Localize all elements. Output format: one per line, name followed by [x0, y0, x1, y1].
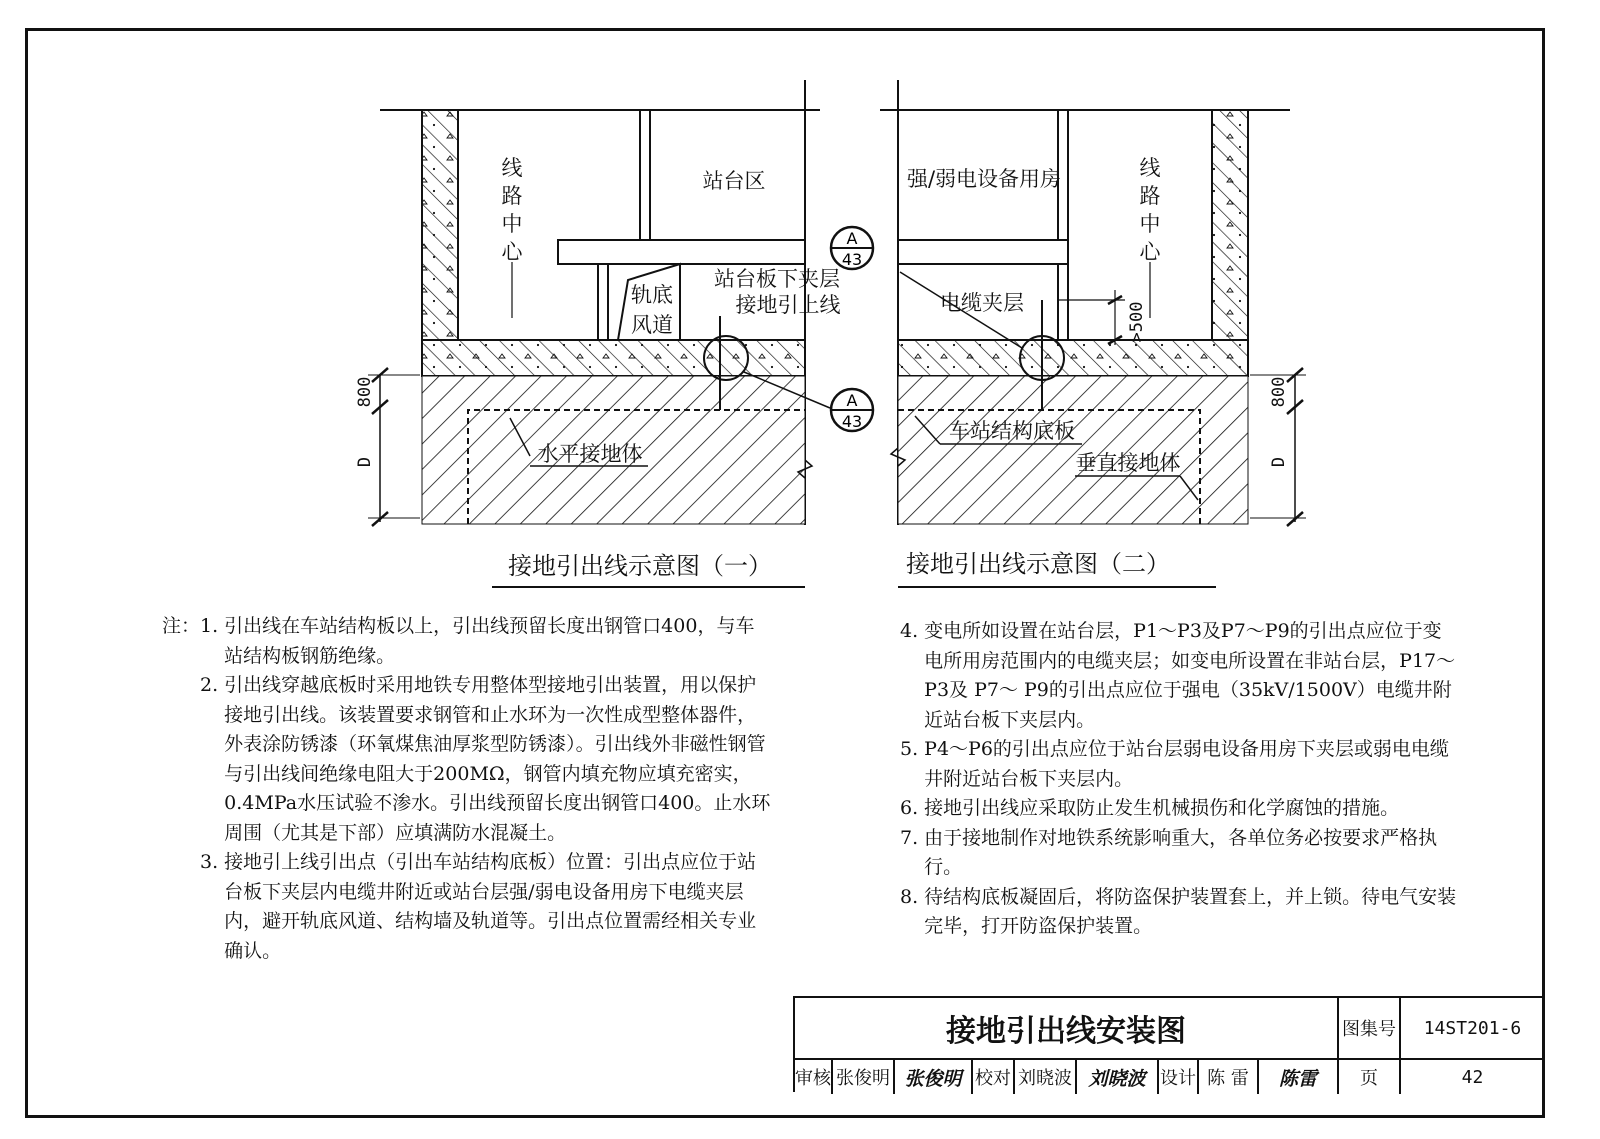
callout-2-bottom: 43: [841, 412, 863, 431]
note-3-number: 3.: [200, 851, 225, 873]
note-5: [900, 735, 1460, 794]
note-5-text: P4～P6的引出点应位于站台层弱电设备用房下夹层或弱电电缆井附近站台板下夹层内。: [924, 738, 1449, 790]
checker-signature: 刘晓波: [1077, 1060, 1159, 1094]
note-4: [900, 617, 1460, 735]
note-6: [900, 794, 1460, 824]
mezz-lead-label-1: 站台板下夹层: [714, 267, 840, 291]
equipment-room-label: 强/弱电设备用房: [906, 167, 1062, 191]
line-center-2-char-1: 线: [1139, 156, 1161, 180]
note-2-text: 引出线穿越底板时采用地铁专用整体型接地引出装置，用以保护接地引出线。该装置要求钢管和止水环为一次性成型整体器件，外表涂防锈漆（环氧煤焦油厚浆型防锈漆）。引出线外非磁性钢管与引出线间绝缘电阻大于200MΩ，钢管内填充物应填充密实，0.4MPa水压试验不渗水。引出线预留长度出钢管口400。止水环周围（尤其是下部）应填满防水混凝土。: [224, 674, 771, 844]
check-label: 校对: [973, 1060, 1015, 1094]
reviewer-signature: 张俊明: [895, 1060, 973, 1094]
rail-duct-label-2: 风道: [631, 313, 673, 337]
page-label: 页: [1339, 1060, 1401, 1094]
note-7: [900, 824, 1460, 883]
platform-area-label: 站台区: [702, 169, 766, 193]
designer-signature: 陈雷: [1259, 1060, 1339, 1094]
note-4-number: 4.: [900, 620, 925, 642]
note-1-number: 1.: [200, 615, 225, 637]
line-center-2-char-2: 路: [1139, 184, 1161, 208]
note-3-text: 接地引上线引出点（引出车站结构底板）位置：引出点应位于站台板下夹层内电缆井附近或站台层强/弱电设备用房下电缆夹层内，避开轨底风道、结构墙及轨道等。引出点位置需经相关专业确认。: [224, 851, 757, 962]
drawing-title: 接地引出线安装图: [795, 998, 1339, 1060]
cable-mezz-label: 电缆夹层: [940, 291, 1024, 315]
notes-prefix: 注：: [162, 615, 201, 637]
detail-callout-1: [831, 227, 873, 269]
figure-1-title-rule: [492, 586, 805, 588]
figure-2-title-rule: [898, 586, 1216, 588]
dim-800-right: 800: [1269, 376, 1289, 408]
rail-duct-label-1: 轨底: [631, 283, 673, 307]
design-label: 设计: [1159, 1060, 1199, 1094]
detail-callout-2: [831, 389, 873, 431]
dim-D-left: D: [355, 456, 375, 468]
atlas-number: 14ST201-6: [1401, 998, 1544, 1060]
checker-name: 刘晓波: [1015, 1060, 1077, 1094]
note-1-text: 引出线在车站结构板以上，引出线预留长度出钢管口400，与车站结构板钢筋绝缘。: [224, 615, 755, 667]
notes-left-column: [162, 612, 772, 966]
dim-800-left: 800: [355, 376, 375, 408]
dim-500-label: >500: [1127, 301, 1147, 343]
note-7-number: 7.: [900, 826, 925, 849]
notes-right-column: [900, 617, 1460, 942]
note-8-text: 待结构底板凝固后，将防盗保护装置套上，并上锁。待电气安装完毕，打开防盗保护装置。: [924, 885, 1457, 937]
note-3: [162, 848, 772, 966]
vertical-electrode-label: 垂直接地体: [1075, 451, 1181, 475]
line-center-char-4: 心: [501, 240, 523, 264]
review-label: 审核: [795, 1060, 833, 1094]
title-block: [793, 996, 1542, 1092]
line-center-char-2: 路: [501, 184, 523, 208]
note-7-text: 由于接地制作对地铁系统影响重大，各单位务必按要求严格执行。: [924, 826, 1438, 878]
line-center-2-char-3: 中: [1139, 212, 1161, 236]
line-center-2-char-4: 心: [1139, 240, 1161, 264]
callout-1-bottom: 43: [841, 250, 863, 269]
figure-1-title: 接地引出线示意图（一）: [508, 552, 772, 580]
horizontal-electrode-label: 水平接地体: [537, 442, 643, 466]
note-6-number: 6.: [900, 797, 925, 819]
dim-D-right: D: [1269, 456, 1289, 468]
note-1: [162, 612, 772, 671]
structure-floor-label: 车站结构底板: [949, 419, 1075, 443]
line-center-char-1: 线: [501, 156, 523, 180]
note-2: [162, 671, 772, 848]
note-8-number: 8.: [900, 885, 925, 908]
mezz-lead-label-2: 接地引上线: [735, 293, 841, 317]
callout-2-top: A: [846, 391, 858, 410]
figure-2-title: 接地引出线示意图（二）: [906, 550, 1170, 578]
callout-1-top: A: [846, 229, 858, 248]
note-8: [900, 883, 1460, 942]
designer-name: 陈 雷: [1199, 1060, 1259, 1094]
note-6-text: 接地引出线应采取防止发生机械损伤和化学腐蚀的措施。: [924, 797, 1400, 819]
reviewer-name: 张俊明: [833, 1060, 895, 1094]
note-5-number: 5.: [900, 738, 925, 760]
note-2-number: 2.: [200, 674, 225, 696]
page-number: 42: [1461, 1066, 1484, 1088]
line-center-char-3: 中: [501, 212, 523, 236]
atlas-label: 图集号: [1339, 998, 1401, 1060]
note-4-text: 变电所如设置在站台层，P1～P3及P7～P9的引出点应位于变电所用房范围内的电缆夹层；如变电所设置在非站台层，P17～P3及 P7～ P9的引出点应位于强电（35kV/1500V）电缆井附近站台板下夹层内。: [924, 620, 1456, 731]
